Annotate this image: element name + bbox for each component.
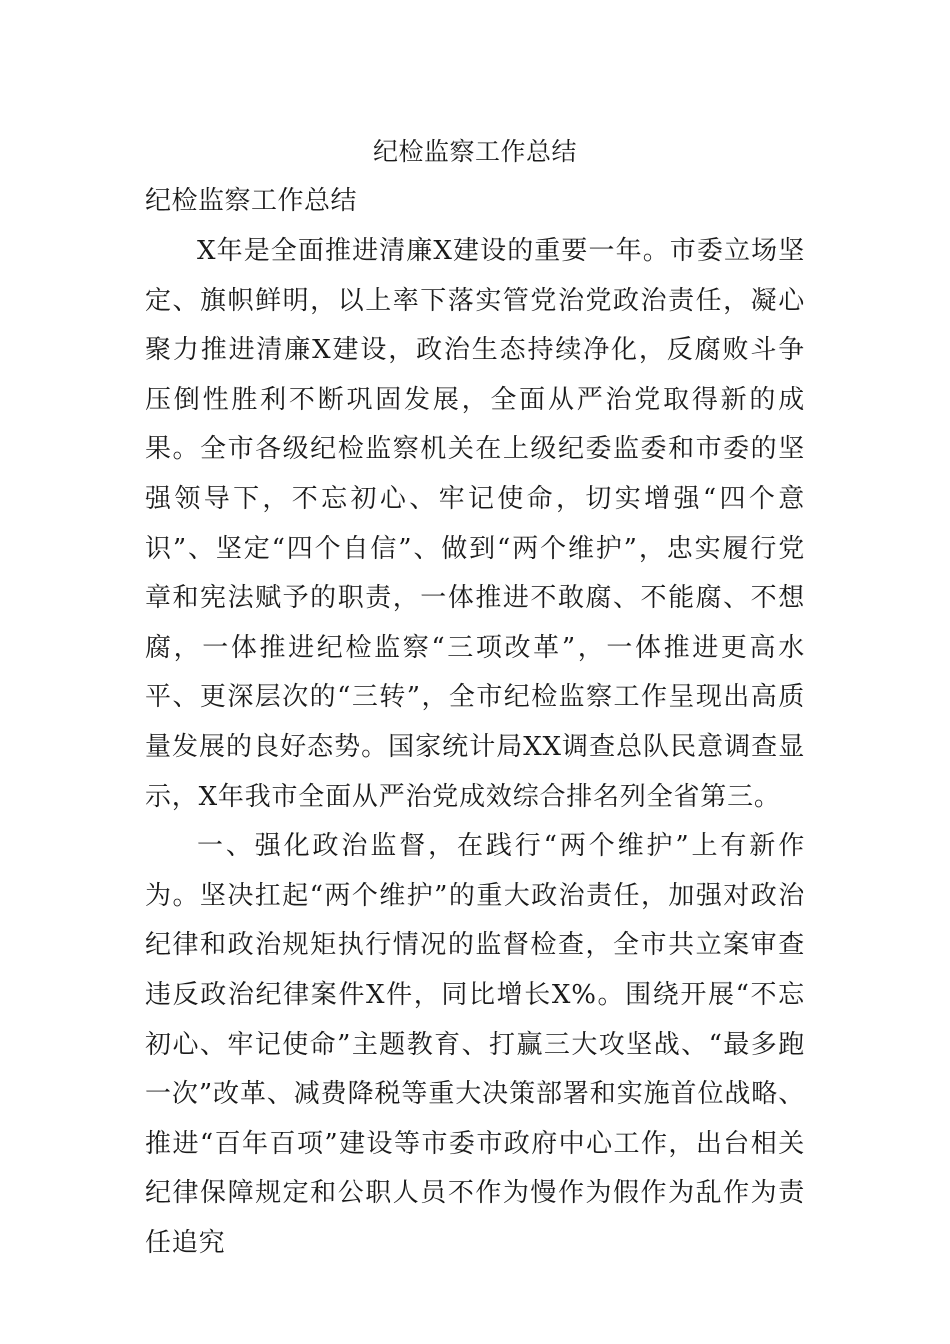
document-title: 纪检监察工作总结: [372, 137, 577, 166]
document-body: [145, 227, 805, 1268]
paragraph-intro: X年是全面推进清廉X建设的重要一年。市委立场坚定、旗帜鲜明，以上率下落实管党治党政治责任，凝心聚力推进清廉X建设，政治生态持续净化，反腐败斗争压倒性胜利不断巩固发展，全面从严治党取得新的成果。全市各级纪检监察机关在上级纪委监委和市委的坚强领导下，不忘初心、牢记使命，切实增强“四个意识”、坚定“四个自信”、做到“两个维护”，忠实履行党章和宪法赋予的职责，一体推进不敢腐、不能腐、不想腐，一体推进纪检监察“三项改革”，一体推进更高水平、更深层次的“三转”，全市纪检监察工作呈现出高质量发展的良好态势。国家统计局XX调查总队民意调查显示，X年我市全面从严治党成效综合排名列全省第三。: [145, 236, 805, 812]
paragraph-section-one: 一、强化政治监督，在践行“两个维护”上有新作为。坚决扛起“两个维护”的重大政治责任，加强对政治纪律和政治规矩执行情况的监督检查，全市共立案审查违反政治纪律案件X件，同比增长X%。围绕开展“不忘初心、牢记使命”主题教育、打赢三大攻坚战、“最多跑一次”改革、减费降税等重大决策部署和实施首位战略、推进“百年百项”建设等市委市政府中心工作，出台相关纪律保障规定和公职人员不作为慢作为假作为乱作为责任追究: [145, 831, 805, 1258]
document-subtitle: 纪检监察工作总结: [145, 186, 358, 216]
